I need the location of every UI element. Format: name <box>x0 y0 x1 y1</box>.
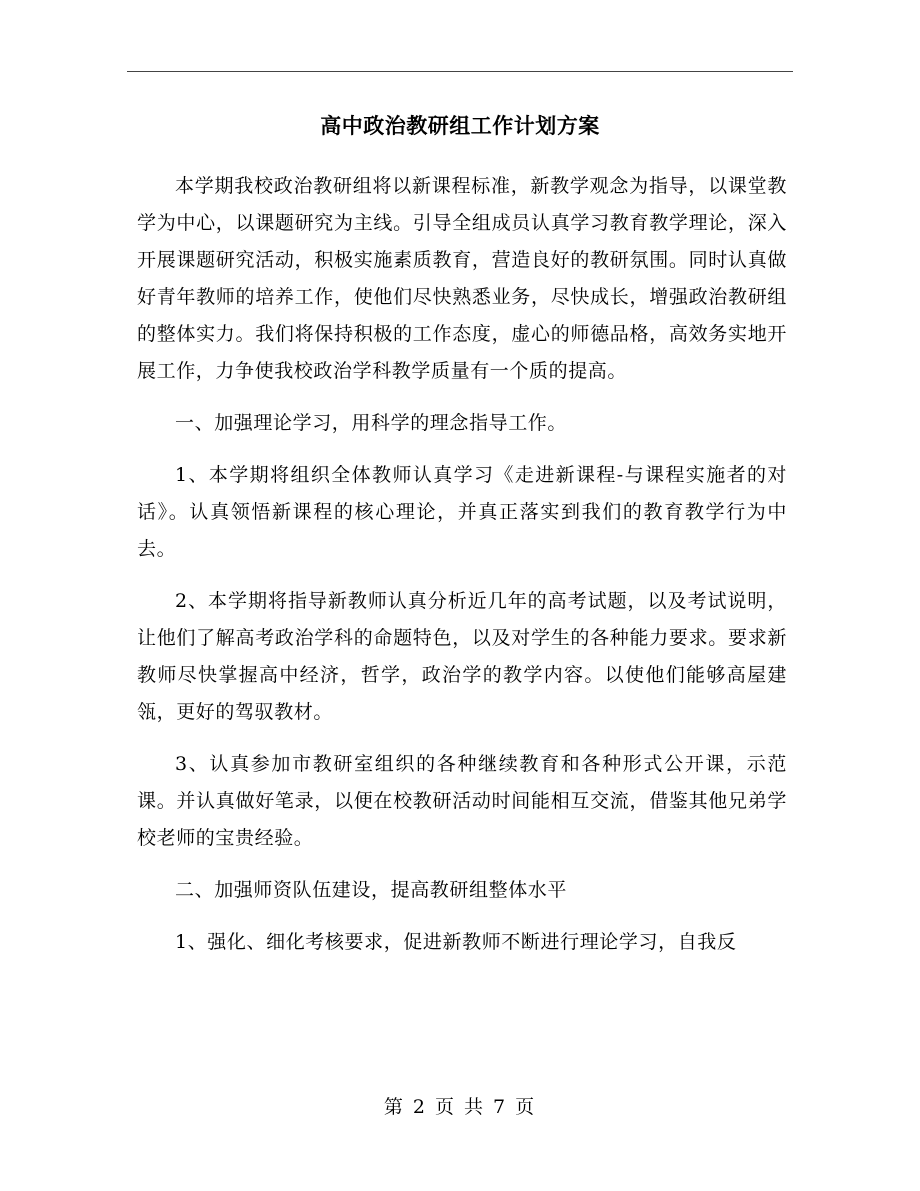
paragraph-item-2-1: 1、强化、细化考核要求，促进新教师不断进行理论学习，自我反 <box>175 931 737 953</box>
paragraph-intro: 本学期我校政治教研组将以新课程标准，新教学观念为指导，以课堂教学为中心，以课题研究为主线。引导全组成员认真学习教育教学理论，深入开展课题研究活动，积极实施素质教育，营造良好的教研氛围。同时认真做好青年教师的培养工作，使他们尽快熟悉业务，尽快成长，增强政治教研组的整体实力。我们将保持积极的工作态度，虚心的师德品格，高效务实地开展工作，力争使我校政治学科教学质量有一个质的提高。 <box>137 175 787 382</box>
paragraph-item-1-2: 2、本学期将指导新教师认真分析近几年的高考试题，以及考试说明，让他们了解高考政治学科的命题特色，以及对学生的各种能力要求。要求新教师尽快掌握高中经济，哲学，政治学的教学内容。以使他们能够高屋建瓴，更好的驾驭教材。 <box>137 590 787 723</box>
document-title: 高中政治教研组工作计划方案 <box>320 113 600 138</box>
paragraph-item-1-1: 1、本学期将组织全体教师认真学习《走进新课程-与课程实施者的对话》。认真领悟新课程的核心理论，并真正落实到我们的教育教学行为中去。 <box>137 464 787 560</box>
document-body <box>137 168 787 961</box>
section-heading-2: 二、加强师资队伍建设，提高教研组整体水平 <box>175 879 568 901</box>
paragraph-item-1-3: 3、认真参加市教研室组织的各种继续教育和各种形式公开课，示范课。并认真做好笔录，以便在校教研活动时间能相互交流，借鉴其他兄弟学校老师的宝贵经验。 <box>137 753 787 849</box>
page-number-footer: 第 2 页 共 7 页 <box>383 1096 537 1118</box>
header-rule <box>127 71 793 72</box>
section-heading-1: 一、加强理论学习，用科学的理念指导工作。 <box>175 412 568 434</box>
